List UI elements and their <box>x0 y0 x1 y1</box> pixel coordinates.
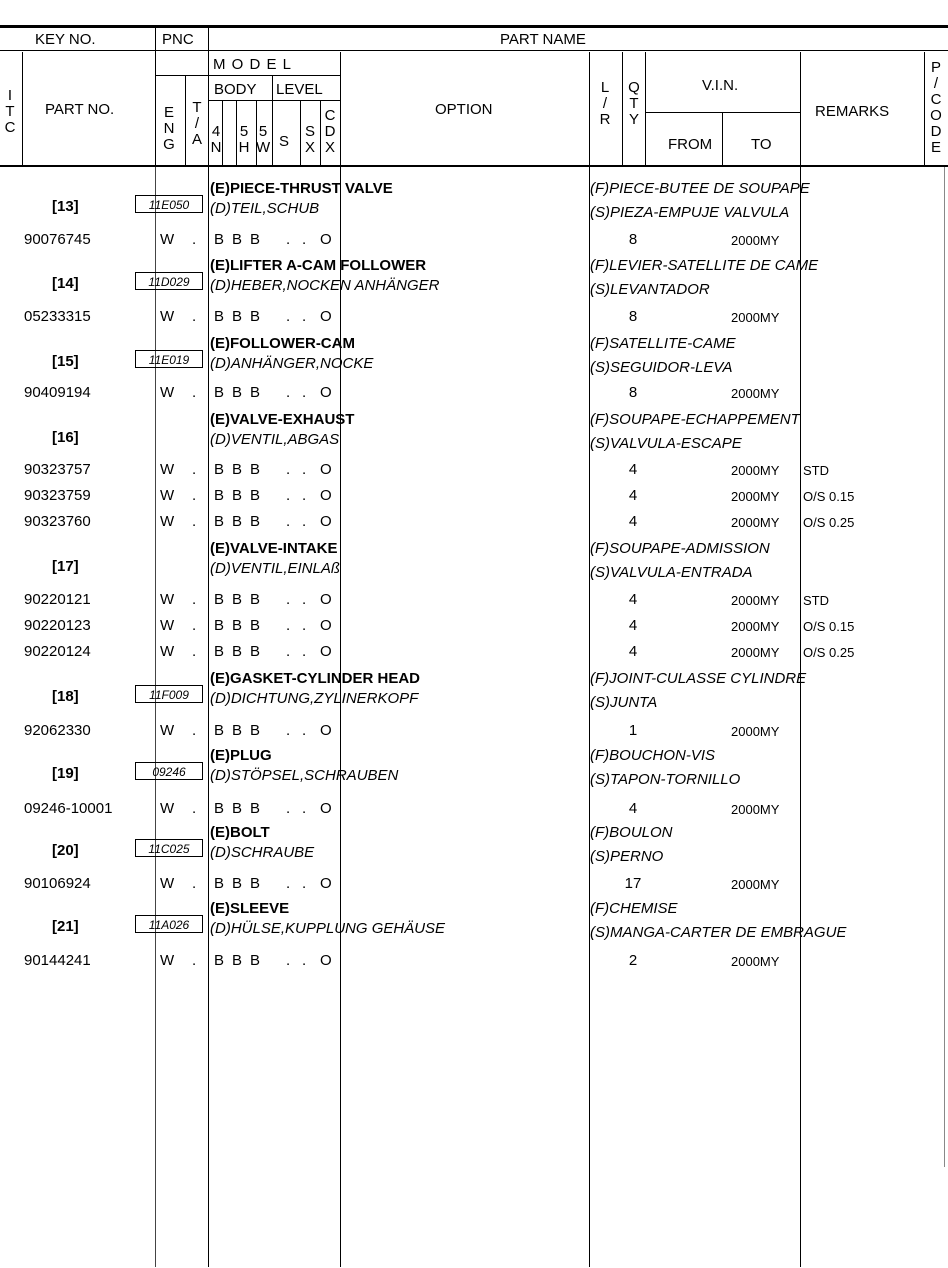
name-spanish: (S)PERNO <box>590 848 664 865</box>
model-eng: W <box>160 800 175 817</box>
model-level-cdx: O <box>320 384 332 401</box>
remarks-right-divider <box>924 52 925 165</box>
header-itc: I T C <box>4 87 16 136</box>
model-level-cdx: O <box>320 800 332 817</box>
s-divider <box>300 101 301 165</box>
model-ta: . <box>192 952 197 969</box>
header-key-no: KEY NO. <box>35 31 96 48</box>
name-english: (E)FOLLOWER-CAM <box>210 335 355 352</box>
vin-from: 2000MY <box>731 515 780 530</box>
model-body-5w: B <box>250 487 261 504</box>
model-level-sx: . <box>302 308 307 325</box>
name-french: (F)BOUCHON-VIS <box>590 747 715 764</box>
model-body-4n: B <box>214 513 225 530</box>
header-part-name: PART NAME <box>500 31 586 48</box>
header-vin-to: TO <box>751 136 772 153</box>
model-body-5w: B <box>250 513 261 530</box>
header-level-sx: S X <box>304 123 315 156</box>
model-eng: W <box>160 384 175 401</box>
remarks: STD <box>803 593 829 608</box>
quantity: 2 <box>628 952 638 969</box>
quantity: 17 <box>624 875 642 892</box>
model-level-sx: . <box>302 591 307 608</box>
model-ta: . <box>192 308 197 325</box>
model-eng: W <box>160 952 175 969</box>
model-level-s: . <box>286 952 291 969</box>
model-body-5w: B <box>250 308 261 325</box>
model-level-s: . <box>286 643 291 660</box>
model-level-s: . <box>286 591 291 608</box>
model-body-5h: B <box>232 231 243 248</box>
part-number: 90220121 <box>24 591 91 608</box>
col-rule-model <box>208 167 209 1267</box>
itc-divider <box>22 52 23 165</box>
header-pnc: PNC <box>162 31 194 48</box>
model-eng: W <box>160 308 175 325</box>
model-level-s: . <box>286 308 291 325</box>
header-lr: L / R <box>599 79 611 128</box>
model-eng: W <box>160 461 175 478</box>
model-level-s: . <box>286 617 291 634</box>
part-number: 90144241 <box>24 952 91 969</box>
key-no: [19] <box>52 765 79 782</box>
quantity: 4 <box>628 800 638 817</box>
vin-from: 2000MY <box>731 877 780 892</box>
model-body-5w: B <box>250 643 261 660</box>
quantity: 4 <box>628 487 638 504</box>
header-option: OPTION <box>435 101 493 118</box>
model-body-5h: B <box>232 487 243 504</box>
vin-split <box>722 113 723 165</box>
model-divider <box>155 75 340 76</box>
pnc-box: 11C025 <box>135 839 203 857</box>
name-german: (D)TEIL,SCHUB <box>210 200 320 217</box>
remarks: O/S 0.15 <box>803 619 855 634</box>
vin-from: 2000MY <box>731 310 780 325</box>
name-french: (F)BOULON <box>590 824 673 841</box>
model-body-5h: B <box>232 643 243 660</box>
model-level-sx: . <box>302 722 307 739</box>
model-level-cdx: O <box>320 513 332 530</box>
name-spanish: (S)LEVANTADOR <box>590 281 710 298</box>
name-french: (F)SATELLITE-CAME <box>590 335 736 352</box>
name-english: (E)BOLT <box>210 824 270 841</box>
model-body-5w: B <box>250 952 261 969</box>
pnc-box: 11F009 <box>135 685 203 703</box>
model-body-4n: B <box>214 461 225 478</box>
model-level-cdx: O <box>320 487 332 504</box>
part-number: 90076745 <box>24 231 91 248</box>
model-level-s: . <box>286 875 291 892</box>
key-no: [16] <box>52 429 79 446</box>
quantity: 4 <box>628 591 638 608</box>
name-spanish: (S)VALVULA-ENTRADA <box>590 564 753 581</box>
model-body-4n: B <box>214 617 225 634</box>
part-number: 05233315 <box>24 308 91 325</box>
name-german: (D)HÜLSE,KUPPLUNG GEHÄUSE <box>210 920 446 937</box>
part-number: 90106924 <box>24 875 91 892</box>
header-level-cdx: C D X <box>324 107 336 156</box>
name-english: (E)GASKET-CYLINDER HEAD <box>210 670 421 687</box>
header-pcode: P / C O D E <box>930 59 942 156</box>
key-no: [21] <box>52 918 79 935</box>
model-eng: W <box>160 591 175 608</box>
name-french: (F)LEVIER-SATELLITE DE CAME <box>590 257 819 274</box>
model-ta: . <box>192 384 197 401</box>
model-ta: . <box>192 800 197 817</box>
header-body-5h: 5 H <box>238 123 250 156</box>
header-remarks: REMARKS <box>815 103 890 120</box>
model-eng: W <box>160 231 175 248</box>
model-body-5h: B <box>232 800 243 817</box>
name-spanish: (S)PIEZA-EMPUJE VALVULA <box>590 204 790 221</box>
quantity: 8 <box>628 308 638 325</box>
header-divider <box>0 50 948 51</box>
model-level-s: . <box>286 231 291 248</box>
model-eng: W <box>160 643 175 660</box>
model-body-4n: B <box>214 643 225 660</box>
option-right-divider <box>589 52 590 165</box>
model-level-cdx: O <box>320 643 332 660</box>
model-level-cdx: O <box>320 591 332 608</box>
model-body-5w: B <box>250 384 261 401</box>
model-level-sx: . <box>302 513 307 530</box>
part-number: 90323757 <box>24 461 91 478</box>
quantity: 8 <box>628 231 638 248</box>
quantity: 4 <box>628 617 638 634</box>
model-level-cdx: O <box>320 952 332 969</box>
vin-from: 2000MY <box>731 619 780 634</box>
model-ta: . <box>192 643 197 660</box>
name-french: (F)SOUPAPE-ADMISSION <box>590 540 770 557</box>
col-rule-remarks <box>800 167 801 1267</box>
model-level-s: . <box>286 461 291 478</box>
model-eng: W <box>160 617 175 634</box>
vin-from: 2000MY <box>731 724 780 739</box>
col-rule-lr <box>589 167 590 1267</box>
lr-divider <box>622 52 623 165</box>
model-body-4n: B <box>214 952 225 969</box>
model-body-4n: B <box>214 875 225 892</box>
name-french: (F)SOUPAPE-ECHAPPEMENT <box>590 411 800 428</box>
remarks: O/S 0.25 <box>803 515 855 530</box>
remarks: O/S 0.25 <box>803 645 855 660</box>
model-body-5h: B <box>232 384 243 401</box>
part-number: 90409194 <box>24 384 91 401</box>
qty-divider <box>645 52 646 165</box>
model-ta: . <box>192 513 197 530</box>
quantity: 8 <box>628 384 638 401</box>
model-body-4n: B <box>214 384 225 401</box>
model-body-5h: B <box>232 591 243 608</box>
name-german: (D)VENTIL,EINLAß <box>210 560 341 577</box>
model-level-sx: . <box>302 617 307 634</box>
header-model: M O D E L <box>213 56 293 73</box>
vin-from: 2000MY <box>731 802 780 817</box>
option-left-divider <box>340 52 341 165</box>
part-number: 90220123 <box>24 617 91 634</box>
model-body-4n: B <box>214 231 225 248</box>
model-level-sx: . <box>302 487 307 504</box>
model-eng: W <box>160 875 175 892</box>
name-spanish: (S)VALVULA-ESCAPE <box>590 435 742 452</box>
remarks: STD <box>803 463 829 478</box>
header-level-s: S <box>279 133 290 150</box>
model-body-5w: B <box>250 800 261 817</box>
model-level-sx: . <box>302 384 307 401</box>
key-no: [18] <box>52 688 79 705</box>
part-number: 09246-10001 <box>24 800 113 817</box>
model-body-4n: B <box>214 591 225 608</box>
name-french: (F)JOINT-CULASSE CYLINDRE <box>590 670 807 687</box>
header-eng: E N G <box>163 104 175 153</box>
name-english: (E)VALVE-EXHAUST <box>210 411 355 428</box>
pnc-box: 11E050 <box>135 195 203 213</box>
eng-divider <box>185 76 186 165</box>
model-eng: W <box>160 487 175 504</box>
model-level-s: . <box>286 800 291 817</box>
name-spanish: (S)JUNTA <box>590 694 658 711</box>
model-level-cdx: O <box>320 722 332 739</box>
model-body-5w: B <box>250 591 261 608</box>
pnc-box: 09246 <box>135 762 203 780</box>
vin-from: 2000MY <box>731 386 780 401</box>
part-number: 92062330 <box>24 722 91 739</box>
model-level-sx: . <box>302 800 307 817</box>
model-level-cdx: O <box>320 875 332 892</box>
quantity: 1 <box>628 722 638 739</box>
model-level-sx: . <box>302 952 307 969</box>
model-body-5h: B <box>232 461 243 478</box>
key-no: [15] <box>52 353 79 370</box>
vin-from: 2000MY <box>731 463 780 478</box>
part-number: 90323759 <box>24 487 91 504</box>
pnc-left-divider <box>155 28 156 165</box>
model-level-cdx: O <box>320 231 332 248</box>
top-rule <box>0 25 948 28</box>
model-level-sx: . <box>302 461 307 478</box>
name-english: (E)PLUG <box>210 747 272 764</box>
model-body-5h: B <box>232 308 243 325</box>
name-spanish: (S)SEGUIDOR-LEVA <box>590 359 733 376</box>
model-ta: . <box>192 461 197 478</box>
vin-right-divider <box>800 52 801 165</box>
col-rule-eng <box>155 167 156 1267</box>
part-number: 90220124 <box>24 643 91 660</box>
model-body-4n: B <box>214 800 225 817</box>
model-body-5h: B <box>232 513 243 530</box>
name-french: (F)CHEMISE <box>590 900 678 917</box>
model-body-5w: B <box>250 722 261 739</box>
pnc-box: 11E019 <box>135 350 203 368</box>
model-body-5w: B <box>250 231 261 248</box>
name-spanish: (S)TAPON-TORNILLO <box>590 771 741 788</box>
model-body-5h: B <box>232 617 243 634</box>
header-ta: T / A <box>191 99 202 148</box>
model-body-4n: B <box>214 722 225 739</box>
name-german: (D)DICHTUNG,ZYLINERKOPF <box>210 690 419 707</box>
vin-from: 2000MY <box>731 593 780 608</box>
model-level-sx: . <box>302 643 307 660</box>
model-eng: W <box>160 722 175 739</box>
pnc-box: 11A026 <box>135 915 203 933</box>
name-german: (D)STÖPSEL,SCHRAUBEN <box>210 767 399 784</box>
model-ta: . <box>192 875 197 892</box>
name-english: (E)SLEEVE <box>210 900 290 917</box>
model-body-5h: B <box>232 722 243 739</box>
body-level-split <box>272 76 273 165</box>
part-number: 90323760 <box>24 513 91 530</box>
name-french: (F)PIECE-BUTEE DE SOUPAPE <box>590 180 810 197</box>
model-ta: . <box>192 487 197 504</box>
name-english: (E)LIFTER A-CAM FOLLOWER <box>210 257 427 274</box>
key-no: [17] <box>52 558 79 575</box>
name-spanish: (S)MANGA-CARTER DE EMBRAGUE <box>590 924 847 941</box>
sx-divider <box>320 101 321 165</box>
pnc-box: 11D029 <box>135 272 203 290</box>
header-body-5w: 5 W <box>256 123 271 156</box>
name-german: (D)VENTIL,ABGAS <box>210 431 340 448</box>
header-qty: Q T Y <box>628 79 640 128</box>
name-german: (D)SCHRAUBE <box>210 844 315 861</box>
model-ta: . <box>192 231 197 248</box>
name-german: (D)ANHÄNGER,NOCKE <box>210 355 374 372</box>
name-german: (D)HEBER,NOCKEN ANHÄNGER <box>210 277 440 294</box>
name-english: (E)PIECE-THRUST VALVE <box>210 180 393 197</box>
model-level-s: . <box>286 384 291 401</box>
remarks: O/S 0.15 <box>803 489 855 504</box>
header-vin: V.I.N. <box>702 77 739 94</box>
vin-from: 2000MY <box>731 233 780 248</box>
header-level: LEVEL <box>276 81 323 98</box>
header-vin-from: FROM <box>668 136 713 153</box>
model-body-5w: B <box>250 617 261 634</box>
key-no: [14] <box>52 275 79 292</box>
model-ta: . <box>192 617 197 634</box>
model-level-cdx: O <box>320 617 332 634</box>
key-no: [13] <box>52 198 79 215</box>
quantity: 4 <box>628 643 638 660</box>
model-level-s: . <box>286 487 291 504</box>
model-level-sx: . <box>302 231 307 248</box>
col-rule-option <box>340 167 341 1267</box>
vin-from: 2000MY <box>731 954 780 969</box>
model-body-4n: B <box>214 308 225 325</box>
model-body-5h: B <box>232 875 243 892</box>
model-body-5w: B <box>250 875 261 892</box>
col-rule-pcode <box>944 167 945 1167</box>
header-body-4n: 4 N <box>210 123 222 156</box>
quantity: 4 <box>628 513 638 530</box>
model-eng: W <box>160 513 175 530</box>
model-ta: . <box>192 722 197 739</box>
header-bottom-rule <box>0 165 948 167</box>
model-level-cdx: O <box>320 308 332 325</box>
model-level-s: . <box>286 513 291 530</box>
model-level-sx: . <box>302 875 307 892</box>
model-level-cdx: O <box>320 461 332 478</box>
header-body: BODY <box>214 81 257 98</box>
vin-from: 2000MY <box>731 645 780 660</box>
model-body-5h: B <box>232 952 243 969</box>
model-body-5w: B <box>250 461 261 478</box>
model-ta: . <box>192 591 197 608</box>
vin-from: 2000MY <box>731 489 780 504</box>
model-level-s: . <box>286 722 291 739</box>
quantity: 4 <box>628 461 638 478</box>
name-english: (E)VALVE-INTAKE <box>210 540 338 557</box>
key-no: [20] <box>52 842 79 859</box>
model-body-4n: B <box>214 487 225 504</box>
header-part-no: PART NO. <box>45 101 115 118</box>
